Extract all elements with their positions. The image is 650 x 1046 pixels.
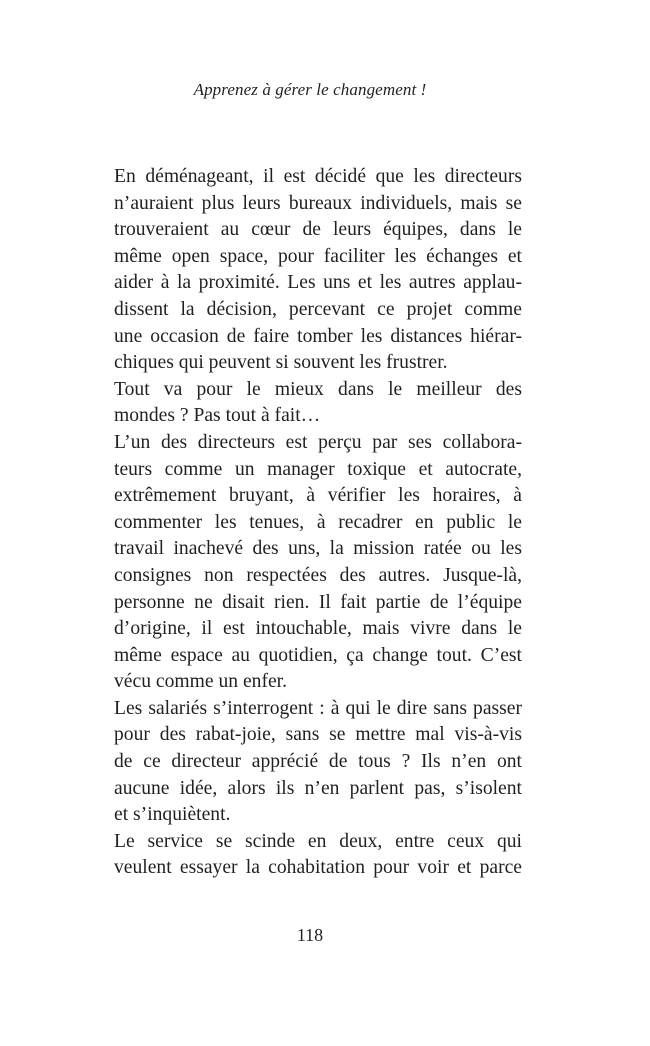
text-line: teurs comme un manager toxique et autocrate, bbox=[114, 458, 522, 480]
text-line: trouveraient au cœur de leurs équipes, dans le bbox=[114, 219, 522, 241]
text-line: aucune idée, alors ils n’en parlent pas, s’isolent bbox=[114, 777, 522, 799]
text-line: même open space, pour faciliter les échanges et bbox=[114, 245, 522, 267]
text-line: personne ne disait rien. Il fait partie de l’équipe bbox=[114, 591, 522, 613]
text-line: Le service se scinde en deux, entre ceux qui bbox=[114, 830, 522, 852]
paragraph bbox=[114, 696, 522, 829]
text-line: une occasion de faire tomber les distances hiérar- bbox=[114, 325, 522, 347]
text-line: vécu comme un enfer. bbox=[114, 671, 288, 693]
paragraph bbox=[114, 164, 522, 377]
text-line: dissent la décision, percevant ce projet comme bbox=[114, 298, 522, 320]
text-line: pour des rabat-joie, sans se mettre mal vis-à-vis bbox=[114, 724, 522, 746]
text-line: veulent essayer la cohabitation pour voir et parce bbox=[114, 857, 522, 879]
paragraph bbox=[114, 829, 522, 882]
text-line: d’origine, il est intouchable, mais vivre dans le bbox=[114, 618, 522, 640]
text-line: Les salariés s’interrogent : à qui le dire sans passer bbox=[114, 697, 522, 719]
text-line: même espace au quotidien, ça change tout. C’est bbox=[114, 644, 522, 666]
text-line: aider à la proximité. Les uns et les autres applau- bbox=[114, 272, 522, 294]
text-line: n’auraient plus leurs bureaux individuels, mais se bbox=[114, 192, 522, 214]
text-line: commenter les tenues, à recadrer en public le bbox=[114, 511, 522, 533]
text-line: En déménageant, il est décidé que les directeurs bbox=[114, 166, 522, 187]
page-number: 118 bbox=[296, 925, 324, 945]
text-line: Tout va pour le mieux dans le meilleur des bbox=[114, 378, 522, 400]
text-line: L’un des directeurs est perçu par ses collabora- bbox=[114, 431, 522, 453]
paragraph bbox=[114, 430, 522, 696]
text-line: travail inachevé des uns, la mission ratée ou les bbox=[114, 538, 522, 560]
text-line: chiques qui peuvent si souvent les frustrer. bbox=[114, 352, 448, 374]
running-header: Apprenez à gérer le changement ! bbox=[193, 80, 427, 99]
body-text bbox=[114, 164, 522, 882]
text-line: mondes ? Pas tout à fait… bbox=[114, 405, 321, 427]
text-line: de ce directeur apprécié de tous ? Ils n’en ont bbox=[114, 751, 522, 773]
text-line: et s’inquiètent. bbox=[114, 804, 231, 826]
paragraph bbox=[114, 377, 522, 430]
text-line: extrêmement bruyant, à vérifier les horaires, à bbox=[114, 485, 522, 507]
text-line: consignes non respectées des autres. Jusque-là, bbox=[114, 564, 522, 586]
